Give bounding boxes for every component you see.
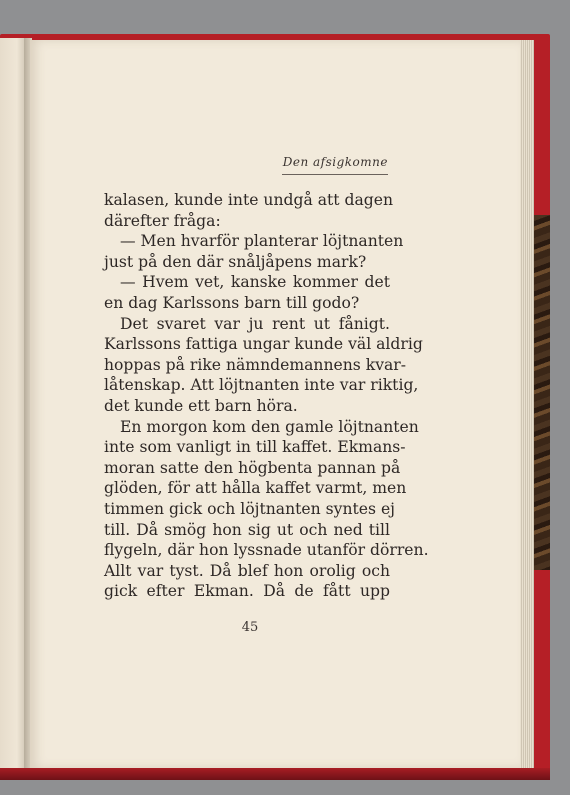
text-line: inte som vanligt in till kaffet. Ekmans-: [104, 438, 406, 457]
page-edges: [518, 40, 534, 768]
text-line: Allt var tyst. Då blef hon orolig och: [104, 561, 390, 580]
text-line: en dag Karlssons barn till godo?: [104, 293, 360, 312]
text-line: — Men hvarför planterar löjtnanten: [120, 232, 404, 251]
text-line: — Hvem vet, kanske kommer det: [120, 273, 390, 292]
text-line: timmen gick och löjtnanten syntes ej: [104, 499, 396, 518]
body-text: [104, 190, 429, 602]
text-line: Det svaret var ju rent ut fånigt.: [120, 314, 390, 333]
text-line: glöden, för att hålla kaffet varmt, men: [104, 479, 407, 498]
header-rule: [282, 174, 388, 175]
cover-edge: [0, 768, 550, 780]
text-line: En morgon kom den gamle löjtnanten: [120, 417, 419, 436]
text-line: moran satte den högbenta pannan på: [104, 458, 401, 477]
text-line: just på den där snåljåpens mark?: [104, 252, 367, 271]
marbled-edge: [533, 215, 550, 570]
page-number: 45: [241, 620, 259, 635]
text-line: det kunde ett barn höra.: [104, 396, 298, 415]
text-line: låtenskap. Att löjtnanten inte var riktig,: [104, 376, 419, 395]
text-line: gick efter Ekman. Då de fått upp: [104, 582, 390, 601]
text-line: därefter fråga:: [104, 211, 221, 230]
text-line: flygeln, där hon lyssnade utanför dörren.: [104, 541, 429, 560]
text-line: hoppas på rike nämndemannens kvar-: [104, 355, 407, 374]
running-head: Den afsigkomne: [282, 155, 388, 169]
text-line: till. Då smög hon sig ut och ned till: [104, 520, 390, 539]
text-line: kalasen, kunde inte undgå att dagen: [104, 191, 394, 209]
text-line: Karlssons fattiga ungar kunde väl aldrig: [104, 335, 423, 354]
